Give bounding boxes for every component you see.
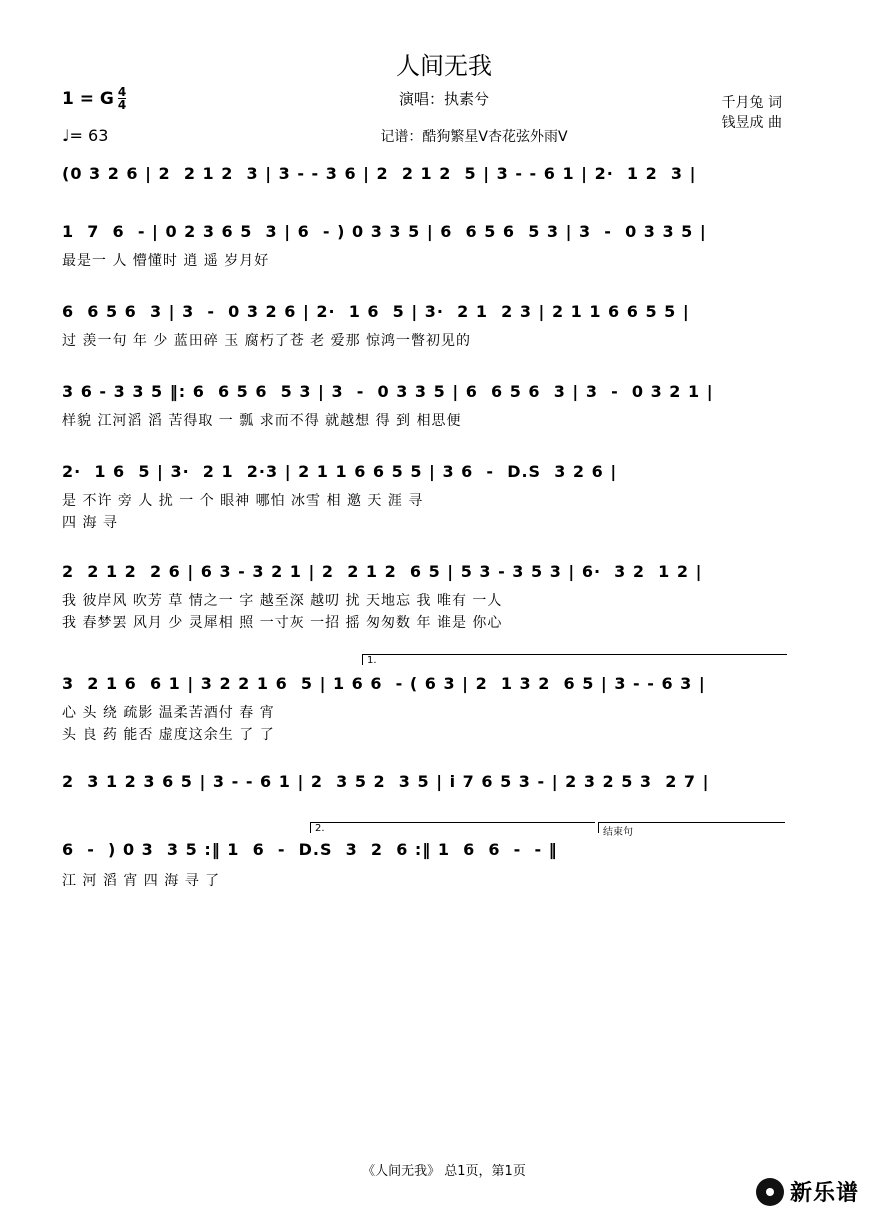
notes-line [62, 670, 784, 696]
system-8 [62, 768, 784, 798]
notes-line [62, 558, 784, 584]
time-bottom: 4 [117, 98, 127, 112]
singer-credit: 演唱：执素兮 [398, 90, 489, 108]
notes-text: 2 2 1 2 2 6 | 6 3 - 3 2 1 | 2 2 1 2 6 5 | 5 3 - 3 5 3 | 6· 3 2 1 2 | [62, 561, 703, 581]
notes-line [62, 458, 784, 484]
system-2 [62, 218, 784, 270]
key-label: 1 = G [62, 88, 114, 109]
lyric-line: 我 彼岸风 吹芳 草 情之一 字 越至深 越叨 扰 天地忘 我 唯有 一人 [62, 593, 503, 609]
volta-ending: 结束句 [598, 822, 785, 833]
transcriber-credit: 记谱：酷狗繁星V杏花弦外雨V [380, 129, 568, 145]
lyric-line: 是 不许 旁 人 扰 一 个 眼神 哪怕 冰雪 相 邀 天 涯 寻 [62, 493, 424, 509]
tempo-mark: ♩= 63 [62, 126, 109, 145]
notes-text: 2 3 1 2 3 6 5 | 3 - - 6 1 | 2 3 5 2 3 5 | i 7 6 5 3 - | 2 3 2 5 3 2 7 | [62, 771, 710, 791]
time-signature [118, 86, 126, 111]
vinyl-disc-icon [756, 1178, 784, 1206]
system-6 [62, 558, 784, 632]
system-3 [62, 298, 784, 350]
site-logo [756, 1176, 859, 1207]
key-signature [62, 86, 126, 111]
logo-text: 新乐谱 [790, 1181, 860, 1206]
notes-text: 6 - ) 0 3 3 5 :‖ 1 6 - D.S 3 2 6 :‖ 1 6 6 - - ‖ [62, 839, 558, 859]
notes-text: 1 7 6 - | 0 2 3 6 5 3 | 6 - ) 0 3 3 5 | 6 6 5 6 5 3 | 3 - 0 3 3 5 | [62, 221, 707, 241]
lyric-line: 心 头 绕 疏影 温柔苦酒付 春 宵 [62, 705, 275, 721]
notes-text: 3 2 1 6 6 1 | 3 2 2 1 6 5 | 1 6 6 - ( 6 3 | 2 1 3 2 6 5 | 3 - - 6 3 | [62, 673, 706, 693]
notes-text: 6 6 5 6 3 | 3 - 0 3 2 6 | 2· 1 6 5 | 3· 2 1 2 3 | 2 1 1 6 6 5 5 | [62, 301, 690, 321]
lyric-line: 样貌 江河滔 滔 苦得取 一 瓢 求而不得 就越想 得 到 相思便 [62, 413, 462, 429]
notes-line [62, 836, 784, 862]
system-9 [62, 823, 784, 892]
lyric-line: 过 羡一句 年 少 蓝田碎 玉 腐朽了苍 老 爱那 惊鸿一瞥初见的 [62, 333, 472, 349]
notes-text: 2· 1 6 5 | 3· 2 1 2·3 | 2 1 1 6 6 5 5 | 3 6 - D.S 3 2 6 | [62, 461, 618, 481]
notes-line [62, 218, 784, 244]
notes-line [62, 768, 784, 794]
composer-credit: 钱昱成 曲 [721, 115, 782, 131]
lyric-line: 四 海 寻 [62, 515, 118, 531]
page-footer: 《人间无我》 总1页，第1页 [362, 1164, 526, 1179]
notes-line [62, 160, 784, 186]
system-4 [62, 378, 784, 430]
lyric-line: 我 春梦罢 风月 少 灵犀相 照 一寸灰 一招 摇 匆匆数 年 谁是 你心 [62, 615, 503, 631]
song-title: 人间无我 [396, 52, 492, 80]
system-7 [62, 655, 784, 744]
lyric-line: 头 良 药 能否 虚度这余生 了 了 [62, 727, 275, 743]
notes-text: (0 3 2 6 | 2 2 1 2 3 | 3 - - 3 6 | 2 2 1 2 5 | 3 - - 6 1 | 2· 1 2 3 | [62, 163, 697, 183]
notes-line [62, 298, 784, 324]
lyric-line: 最是一 人 懵懂时 逍 遥 岁月好 [62, 253, 270, 269]
volta-second: 2. [310, 822, 595, 833]
lyricist-credit: 千月兔 词 [721, 95, 782, 111]
system-1 [62, 160, 784, 190]
notes-line [62, 378, 784, 404]
time-top: 4 [117, 85, 127, 99]
volta-first: 1. [362, 654, 787, 665]
lyric-line: 江 河 滔 宵 四 海 寻 了 [62, 873, 221, 889]
system-5 [62, 458, 784, 532]
notes-text: 3 6 - 3 3 5 ‖: 6 6 5 6 5 3 | 3 - 0 3 3 5 | 6 6 5 6 3 | 3 - 0 3 2 1 | [62, 381, 714, 401]
